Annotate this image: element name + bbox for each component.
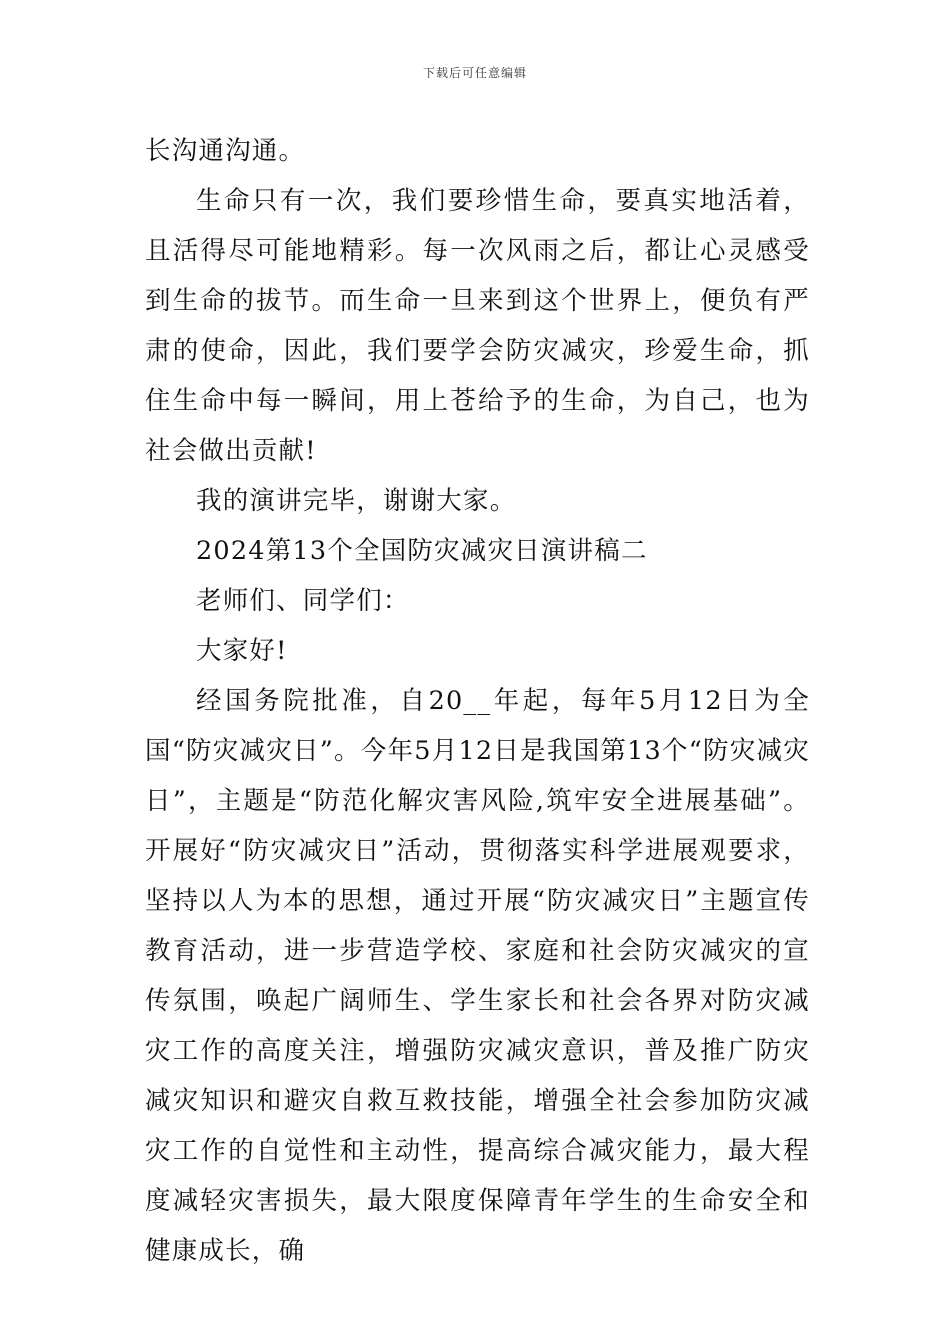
paragraph-speech-end: 我的演讲完毕，谢谢大家。 — [196, 486, 517, 516]
greeting: 大家好! — [196, 636, 288, 666]
document-body — [145, 126, 810, 1276]
salutation: 老师们、同学们： — [196, 586, 410, 616]
section-title: 2024第13个全国防灾减灾日演讲稿二 — [196, 536, 648, 566]
paragraph-cherish-life: 生命只有一次，我们要珍惜生命，要真实地活着，且活得尽可能地精彩。每一次风雨之后，都让心灵感受到生命的拔节。而生命一旦来到这个世界上，便负有严肃的使命，因此，我们要学会防灾减灾，珍爱生命，抓住生命中每一瞬间，用上苍给予的生命，为自己，也为社会做出贡献! — [145, 186, 810, 466]
paragraph-disaster-day: 经国务院批准，自20__年起，每年5月12日为全国“防灾减灾日”。今年5月12日是我国第13个“防灾减灾日”，主题是“防范化解灾害风险,筑牢安全进展基础”。开展好“防灾减灾日”活动，贯彻落实科学进展观要求，坚持以人为本的思想，通过开展“防灾减灾日”主题宣传教育活动，进一步营造学校、家庭和社会防灾减灾的宣传氛围，唤起广阔师生、学生家长和社会各界对防灾减灾工作的高度关注，增强防灾减灾意识，普及推广防灾减灾知识和避灾自救互救技能，增强全社会参加防灾减灾工作的自觉性和主动性，提高综合减灾能力，最大程度减轻灾害损失，最大限度保障青年学生的生命安全和健康成长，确 — [145, 686, 810, 1266]
page-header: 下载后可任意编辑 — [422, 66, 527, 80]
paragraph-continuation: 长沟通沟通。 — [145, 136, 306, 166]
